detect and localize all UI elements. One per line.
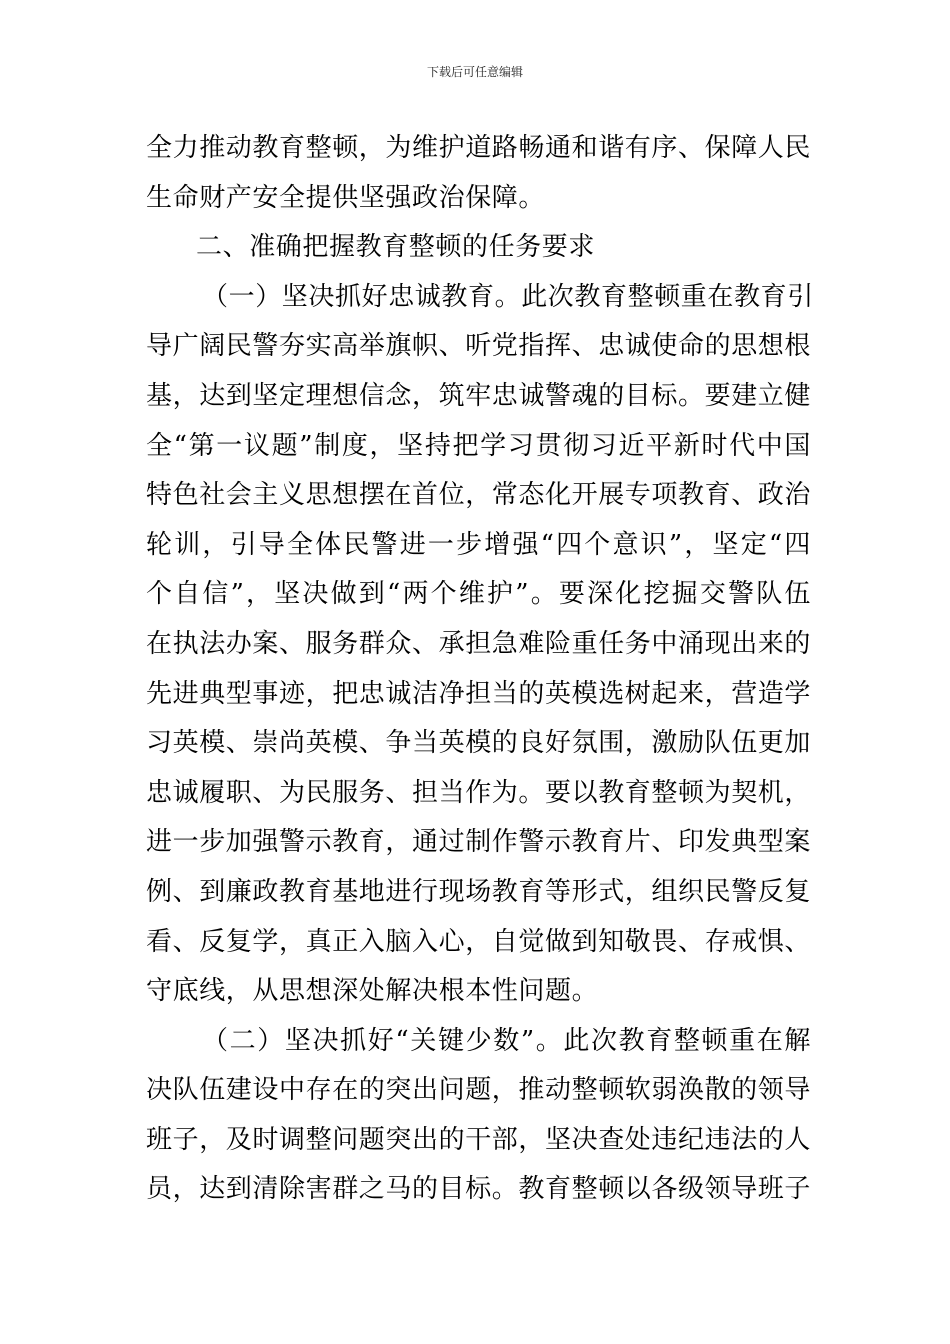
text-line: （一）坚决抓好忠诚教育。此次教育整顿重在教育引: [202, 281, 814, 312]
text-line: 决队伍建设中存在的突出问题，推动整顿软弱涣散的领导: [146, 1075, 812, 1106]
text-line: 忠诚履职、为民服务、担当作为。要以教育整顿为契机，: [146, 777, 812, 808]
text-line: 轮训，引导全体民警进一步增强“四个意识”，坚定“四: [146, 529, 811, 560]
text-line: 看、反复学，真正入脑入心，自觉做到知敬畏、存戒惧、: [146, 926, 812, 957]
text-line: 班子，及时调整问题突出的干部，坚决查处违纪违法的人: [146, 1124, 812, 1155]
text-line: 在执法办案、服务群众、承担急难险重任务中涌现出来的: [146, 628, 812, 659]
text-line: 全力推动教育整顿，为维护道路畅通和谐有序、保障人民: [146, 133, 812, 163]
text-line: 守底线，从思想深处解决根本性问题。: [146, 976, 599, 1007]
text-line: 习英模、崇尚英模、争当英模的良好氛围，激励队伍更加: [146, 728, 812, 759]
text-line: 员，达到清除害群之马的目标。教育整顿以各级领导班子: [146, 1174, 812, 1205]
text-line: 特色社会主义思想摆在首位，常态化开展专项教育、政治: [146, 480, 812, 511]
text-line: 先进典型事迹，把忠诚洁净担当的英模选树起来，营造学: [146, 678, 812, 709]
section-heading: 二、准确把握教育整顿的任务要求: [196, 232, 596, 263]
text-line: 全“第一议题”制度，坚持把学习贯彻习近平新时代中国: [146, 430, 811, 461]
text-line: 个自信”，坚决做到“两个维护”。要深化挖掘交警队伍: [146, 579, 811, 610]
text-line: 导广阔民警夯实高举旗帜、听党指挥、忠诚使命的思想根: [146, 331, 812, 362]
text-line: （二）坚决抓好“关键少数”。此次教育整顿重在解: [202, 1025, 811, 1056]
text-line: 例、到廉政教育基地进行现场教育等形式，组织民警反复: [146, 876, 812, 907]
text-line: 基，达到坚定理想信念，筑牢忠诚警魂的目标。要建立健: [146, 380, 812, 411]
text-line: 进一步加强警示教育，通过制作警示教育片、印发典型案: [146, 827, 812, 858]
page-header-note: 下载后可任意编辑: [426, 65, 523, 79]
text-line: 生命财产安全提供坚强政治保障。: [146, 182, 546, 213]
document-body: [146, 124, 814, 1215]
